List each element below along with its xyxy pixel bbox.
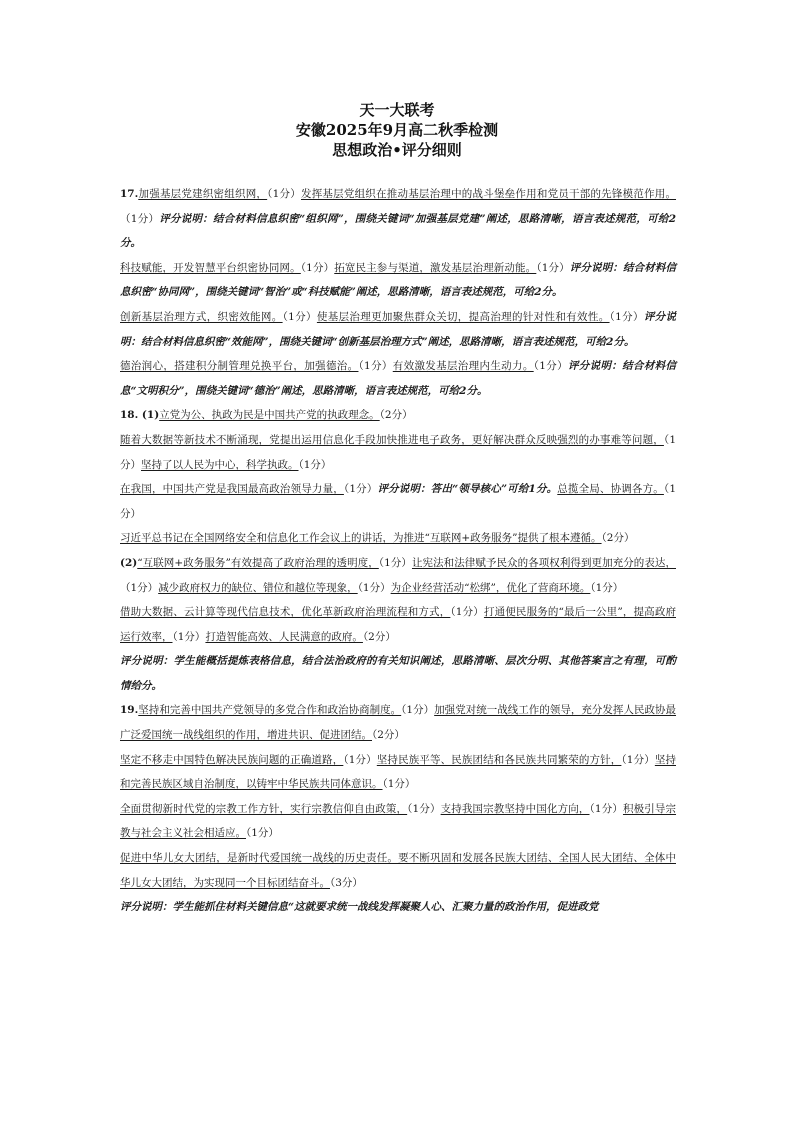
answer-point: 使基层治理更加聚焦群众关切，提高治理的针对性和有效性。: [316, 310, 610, 323]
score-value: （1分）: [343, 483, 378, 496]
score-value: （1分）: [407, 802, 441, 815]
answer-paragraph: [120, 649, 676, 698]
answer-point: 打通便民服务的“最后一公里”，提高政府运行效率，: [120, 606, 676, 643]
question-number: 18. (1): [120, 409, 160, 422]
answer-point: “互联网+政务服务”有效提高了政府治理的透明度，: [137, 556, 379, 569]
score-value: （1分）: [298, 458, 332, 471]
answer-paragraph: [120, 797, 676, 846]
score-value: （1分）: [172, 630, 206, 643]
exam-subtitle: 安徽2025年9月高二秋季检测: [295, 121, 499, 139]
score-value: （1分）: [120, 212, 160, 225]
score-value: （1分）: [246, 827, 279, 840]
answer-point: 发挥基层党组织在推动基层治理中的战斗堡垒作用和党员干部的先锋模范作用。: [300, 188, 677, 200]
answer-paragraph: [120, 477, 676, 526]
answer-paragraph: [120, 748, 676, 797]
answer-point: 为企业经营活动“松绑”，优化了营商环境。: [390, 581, 591, 594]
score-value: （1分）: [450, 606, 484, 619]
answer-point: 坚持民族平等、民族团结和各民族共同繁荣的方针，: [376, 753, 622, 766]
question-number: (2): [120, 556, 138, 569]
score-value: （1分）: [533, 360, 568, 373]
answer-point: 减少政府权力的缺位、错位和越位等现象，: [158, 581, 358, 594]
score-value: （3分）: [330, 876, 363, 889]
answer-paragraph: [120, 182, 676, 256]
answer-paragraph: [120, 354, 676, 403]
scoring-note: 评分说明：结合材料信息织密“效能网”，围绕关键词“创新基层治理方式”阐述，思路清晰，语言表述规范，可给2分。: [120, 310, 677, 348]
question-number: 19.: [120, 704, 139, 717]
score-value: （1分）: [589, 802, 623, 815]
answer-paragraph: [120, 305, 676, 354]
answer-point: 坚持和完善民族区域自治制度，以铸牢中华民族共同体意识。: [120, 753, 676, 791]
score-value: （1分）: [357, 581, 391, 594]
answer-point: 习近平总书记在全国网络安全和信息化工作会议上的讲话，为推进“互联网+政务服务”提供了根本遵循。: [120, 532, 602, 545]
answer-point: 加强基层党建织密组织网，: [138, 188, 268, 200]
exam-title: 天一大联考: [359, 101, 435, 119]
document-header: [0, 100, 794, 160]
answer-point: 拓宽民主参与渠道，激发基层治理新动能。: [334, 261, 537, 274]
scoring-note: 评分说明：学生能抓住材料关键信息“这就要求统一战线发挥凝聚人心、汇聚力量的政治作用，促进政党: [120, 901, 599, 914]
score-value: （1分）: [378, 556, 412, 569]
answer-point: 创新基层治理方式，织密效能网。: [120, 310, 283, 323]
answer-paragraph: [120, 600, 676, 649]
answer-point: 坚定不移走中国特色解决民族问题的正确道路，: [120, 753, 344, 766]
answer-paragraph: [120, 846, 676, 895]
scoring-note: 评分说明：学生能概括提炼表格信息，结合法治政府的有关知识阐述，思路清晰、层次分明、其他答案言之有理，可酌情给分。: [120, 655, 676, 692]
score-value: （2分）: [379, 409, 413, 422]
score-value: （1分）: [609, 310, 644, 323]
answer-point: 随着大数据等新技术不断涌现，党提出运用信息化手段加快推进电子政务，更好解决群众反映强烈的办事难等问题，: [120, 433, 664, 446]
answer-point: 科技赋能，开发智慧平台织密协同网。: [120, 261, 301, 274]
answer-point: 让宪法和法律赋予民众的各项权利得到更加充分的表达，: [411, 556, 676, 569]
answer-point: 总揽全局、协调各方。: [557, 483, 664, 496]
answer-paragraph: [120, 551, 676, 600]
score-value: （1分）: [267, 188, 301, 200]
answer-point: 加强党对统一战线工作的领导，充分发挥人民政协最广泛爱国统一战线组织的作用，增进共识、促进团结。: [120, 704, 677, 742]
scoring-note: 评分说明：结合材料信息织密“协同网”，围绕关键词“智治”或“科技赋能”阐述，思路清晰，语言表述规范，可给2分。: [120, 261, 677, 299]
scoring-note: 评分说明：结合材料信息“文明积分”，围绕关键词“德治”阐述，思路清晰，语言表述规范，可给2分。: [120, 360, 677, 397]
answer-point: 打造智能高效、人民满意的政府。: [205, 630, 363, 643]
score-value: （1分）: [401, 704, 435, 717]
scoring-note: 评分说明：结合材料信息织密“组织网”，围绕关键词“加强基层党建”阐述，思路清晰，语言表述规范，可给2分。: [120, 212, 676, 250]
answer-point: 坚持了以人民为中心，科学执政。: [141, 458, 299, 471]
score-value: （2分）: [601, 532, 635, 545]
answer-paragraph: [120, 895, 676, 920]
answer-point: 全面贯彻新时代党的宗教工作方针，实行宗教信仰自由政策，: [120, 802, 408, 815]
answer-point: 德治润心，搭建积分制管理兑换平台，加强德治。: [120, 360, 359, 373]
score-value: （1分）: [120, 581, 159, 594]
answer-point: 立党为公、执政为民是中国共产党的执政理念。: [159, 409, 380, 422]
answer-paragraph: [120, 403, 676, 428]
score-value: （1分）: [120, 433, 677, 471]
answer-paragraph: [120, 526, 676, 551]
score-value: （1分）: [282, 310, 317, 323]
scoring-rules-body: [120, 182, 676, 920]
scoring-note: 评分说明：答出“领导核心”可给1分。: [377, 483, 558, 496]
answer-point: 有效激发基层治理内生动力。: [392, 360, 534, 373]
answer-point: 在我国，中国共产党是我国最高政治领导力量，: [120, 483, 344, 496]
score-value: （1分）: [382, 778, 416, 791]
score-value: （1分）: [621, 753, 655, 766]
answer-point: 支持我国宗教坚持中国化方向，: [440, 802, 590, 815]
score-value: （2分）: [372, 729, 405, 742]
score-value: （1分）: [343, 753, 377, 766]
answer-point: 积极引导宗教与社会主义社会相适应。: [120, 802, 677, 840]
scoring-rules-title: 思想政治•评分细则: [332, 141, 462, 159]
answer-point: 借助大数据、云计算等现代信息技术，优化革新政府治理流程和方式，: [120, 606, 451, 619]
score-value: （1分）: [300, 261, 335, 274]
answer-point: 促进中华儿女大团结，是新时代爱国统一战线的历史责任。要不断巩固和发展各民族大团结、全国人民大团结、全体中华儿女大团结，为实现同一个目标团结奋斗。: [120, 852, 676, 889]
score-value: （1分）: [358, 360, 393, 373]
answer-paragraph: [120, 698, 676, 747]
answer-point: 坚持和完善中国共产党领导的多党合作和政治协商制度。: [138, 704, 402, 717]
question-number: 17.: [120, 188, 139, 200]
score-value: （1分）: [120, 483, 676, 520]
score-value: （1分）: [536, 261, 570, 274]
score-value: （2分）: [362, 630, 396, 643]
answer-paragraph: [120, 256, 676, 305]
answer-paragraph: [120, 428, 676, 477]
score-value: （1分）: [590, 581, 624, 594]
